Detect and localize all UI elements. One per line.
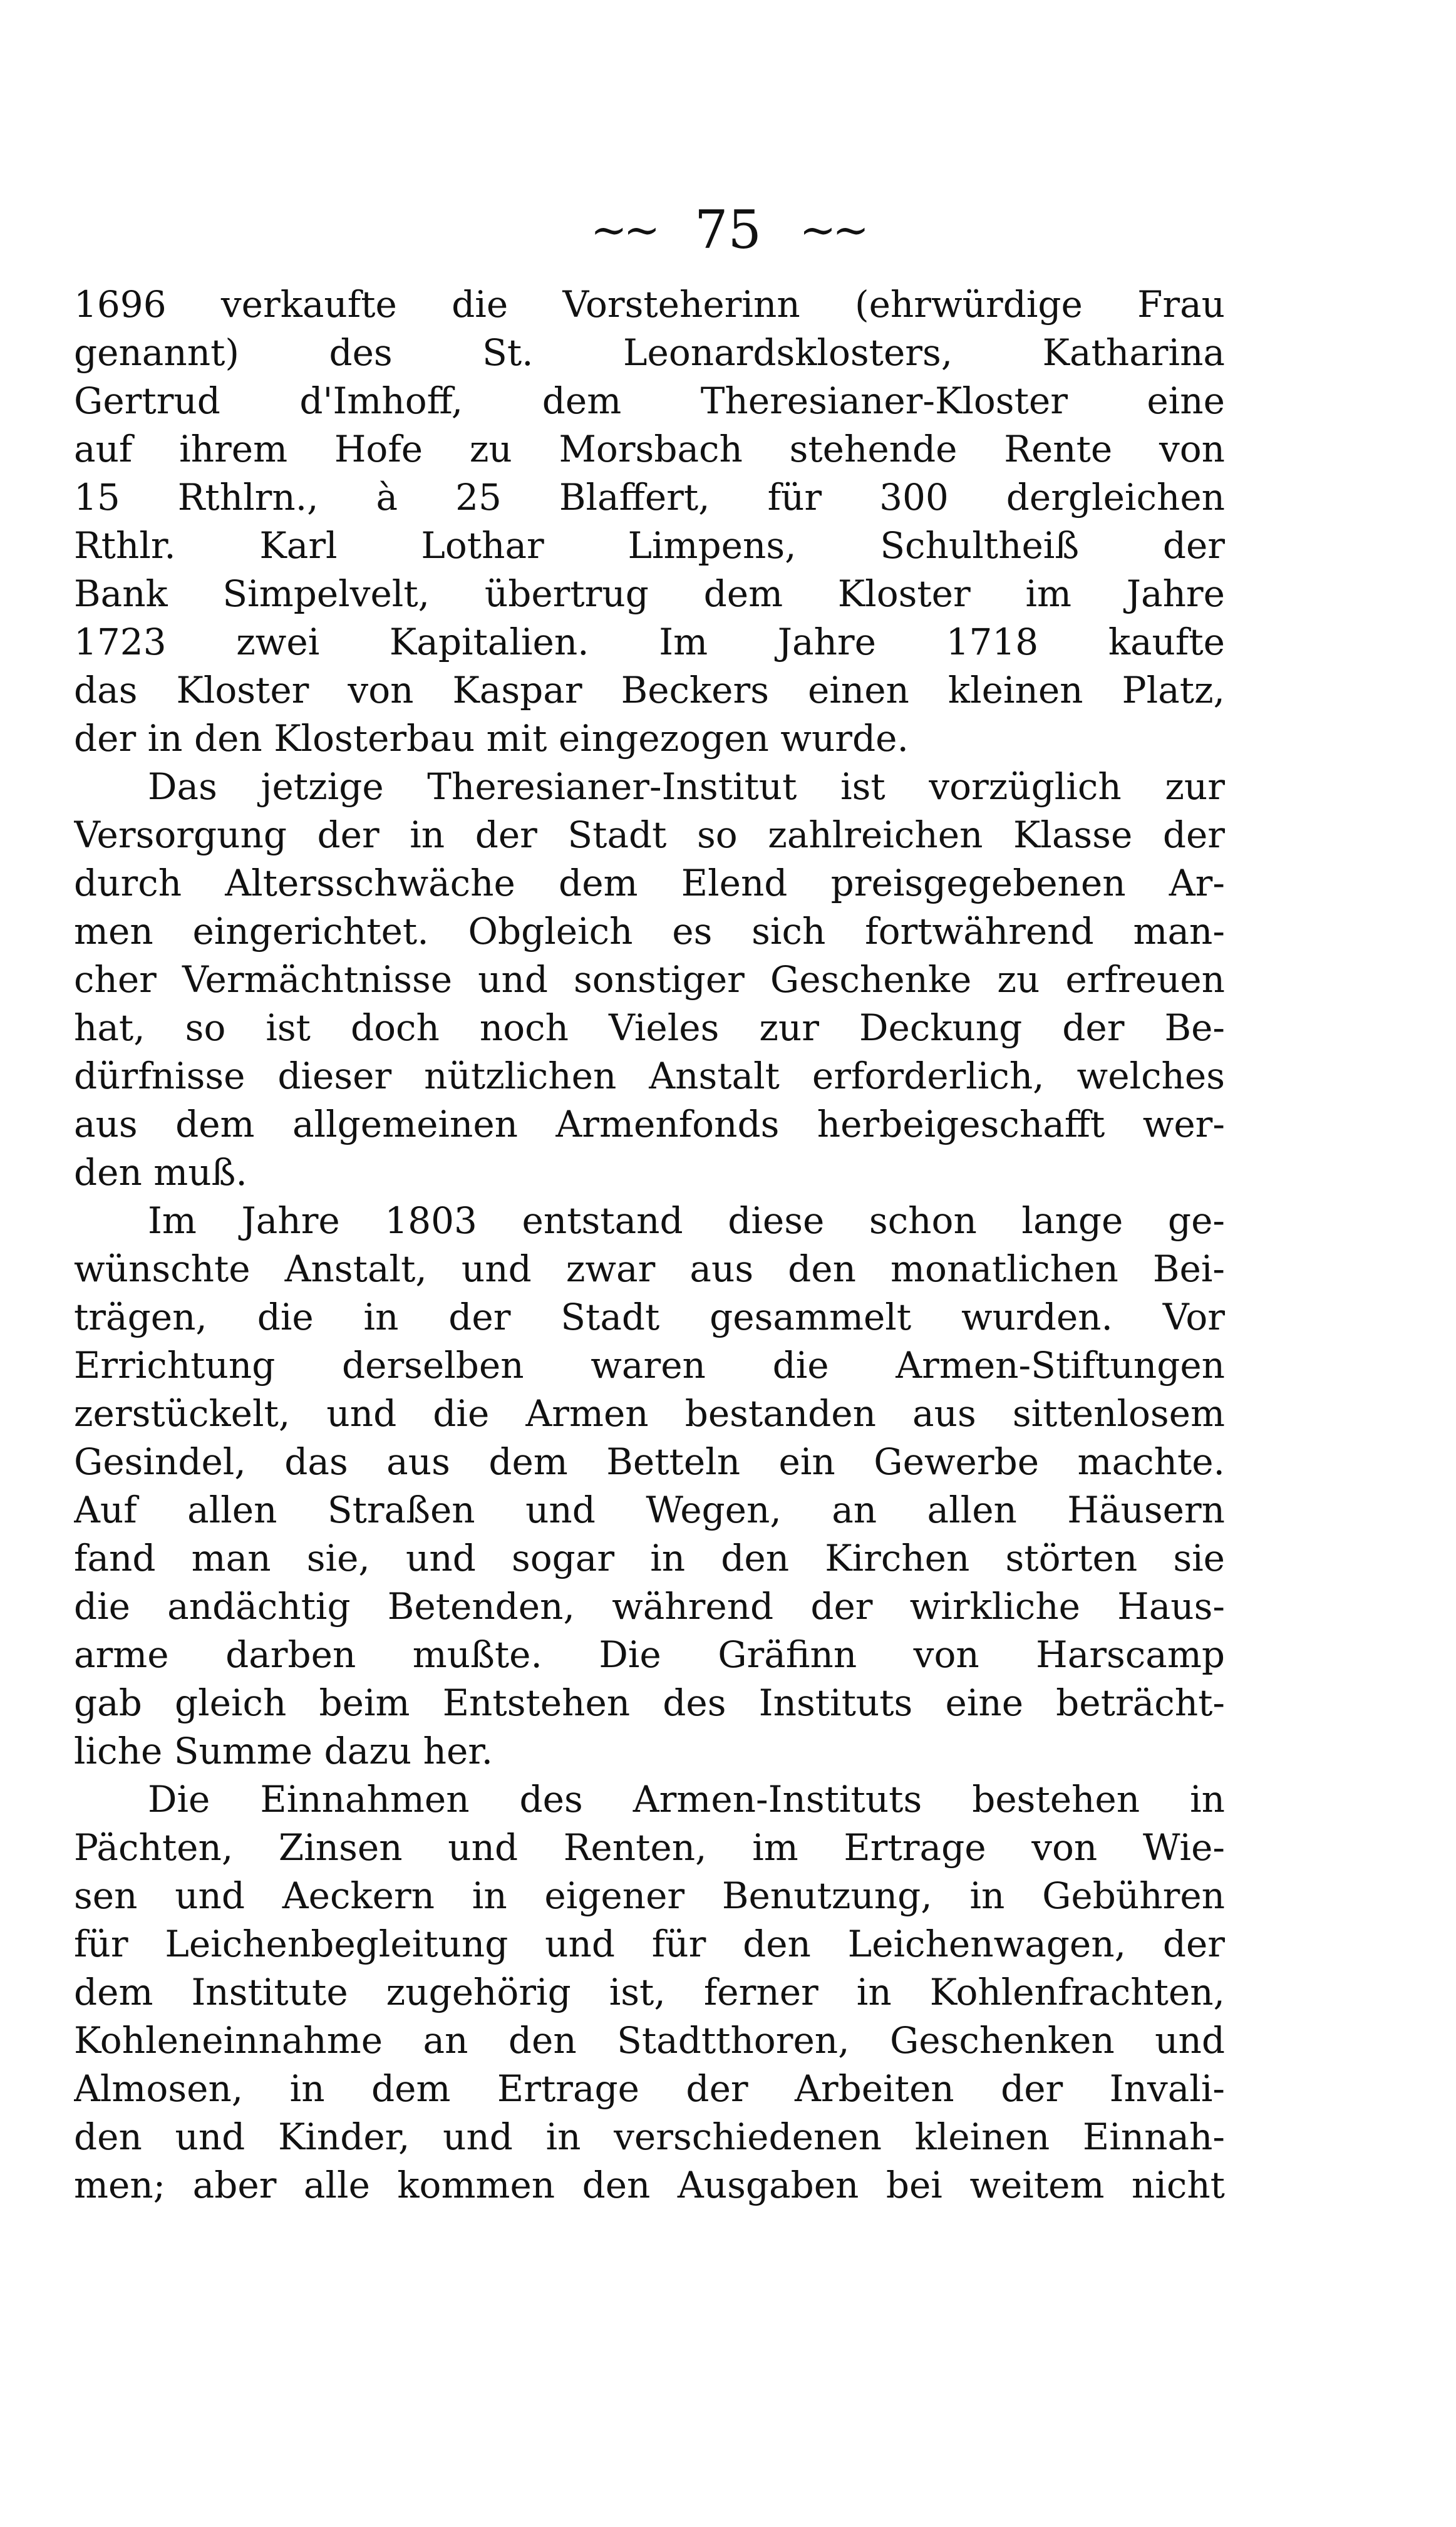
text-line: wünschte Anstalt, und zwar aus den monatlichen Bei- bbox=[74, 1248, 1225, 1290]
text-line: dem Institute zugehörig ist, ferner in Kohlenfrachten, bbox=[74, 1971, 1225, 2013]
text-line: men eingerichtet. Obgleich es sich fortwährend man- bbox=[74, 910, 1225, 953]
text-line: men; aber alle kommen den Ausgaben bei weitem nicht bbox=[74, 2164, 1225, 2206]
text-line: gab gleich beim Entstehen des Instituts eine beträcht- bbox=[74, 1682, 1225, 1724]
text-line: sen und Aeckern in eigener Benutzung, in Gebühren bbox=[74, 1874, 1225, 1917]
text-line: Gertrud d'Imhoff, dem Theresianer-Kloster eine bbox=[74, 380, 1225, 422]
text-line: den muß. bbox=[74, 1151, 247, 1194]
text-line: für Leichenbegleitung und für den Leichenwagen, der bbox=[74, 1923, 1225, 1965]
text-line: Almosen, in dem Ertrage der Arbeiten der Invali- bbox=[74, 2067, 1225, 2110]
text-line: 15 Rthlrn., à 25 Blaffert, für 300 dergleichen bbox=[74, 476, 1225, 519]
text-line: Gesindel, das aus dem Betteln ein Gewerbe machte. bbox=[74, 1440, 1225, 1483]
text-line: trägen, die in der Stadt gesammelt wurden. Vor bbox=[74, 1296, 1225, 1338]
text-line: Bank Simpelvelt, übertrug dem Kloster im Jahre bbox=[74, 572, 1225, 615]
text-line: zerstückelt, und die Armen bestanden aus sittenlosem bbox=[74, 1392, 1225, 1435]
text-line: Errichtung derselben waren die Armen-Stiftungen bbox=[74, 1344, 1225, 1387]
paragraph-start-line: Die Einnahmen des Armen-Instituts bestehen in bbox=[148, 1778, 1225, 1821]
text-line: durch Altersschwäche dem Elend preisgegebenen Ar- bbox=[74, 862, 1225, 904]
text-line: der in den Klosterbau mit eingezogen wurde. bbox=[74, 717, 909, 760]
text-line: Auf allen Straßen und Wegen, an allen Häusern bbox=[74, 1489, 1225, 1531]
paragraph-start-line: Im Jahre 1803 entstand diese schon lange ge- bbox=[148, 1199, 1225, 1242]
header-ornament-left: ~~ bbox=[591, 204, 657, 256]
text-line: fand man sie, und sogar in den Kirchen störten sie bbox=[74, 1537, 1225, 1579]
text-line: dürfnisse dieser nützlichen Anstalt erforderlich, welches bbox=[74, 1055, 1225, 1097]
text-line: den und Kinder, und in verschiedenen kleinen Einnah- bbox=[74, 2116, 1225, 2158]
text-line: hat, so ist doch noch Vieles zur Deckung der Be- bbox=[74, 1006, 1225, 1049]
body-text bbox=[74, 281, 1225, 2209]
text-line: 1723 zwei Kapitalien. Im Jahre 1718 kaufte bbox=[74, 621, 1225, 663]
text-line: arme darben mußte. Die Gräfinn von Harscamp bbox=[74, 1633, 1225, 1676]
text-line: liche Summe dazu her. bbox=[74, 1730, 493, 1772]
text-line: 1696 verkaufte die Vorsteherinn (ehrwürdige Frau bbox=[74, 283, 1225, 326]
text-line: die andächtig Betenden, während der wirkliche Haus- bbox=[74, 1585, 1225, 1628]
page-number: 75 bbox=[694, 199, 762, 261]
text-line: Pächten, Zinsen und Renten, im Ertrage von Wie- bbox=[74, 1826, 1225, 1869]
text-line: aus dem allgemeinen Armenfonds herbeigeschafft wer- bbox=[74, 1103, 1225, 1145]
text-line: cher Vermächtnisse und sonstiger Geschenke zu erfreuen bbox=[74, 958, 1225, 1001]
text-line: Rthlr. Karl Lothar Limpens, Schultheiß der bbox=[74, 524, 1225, 567]
page-header bbox=[0, 188, 1456, 267]
header-ornament-right: ~~ bbox=[799, 204, 865, 256]
text-line: das Kloster von Kaspar Beckers einen kleinen Platz, bbox=[74, 669, 1225, 711]
text-line: Versorgung der in der Stadt so zahlreichen Klasse der bbox=[74, 814, 1225, 856]
text-line: Kohleneinnahme an den Stadtthoren, Geschenken und bbox=[74, 2019, 1225, 2062]
text-line: auf ihrem Hofe zu Morsbach stehende Rente von bbox=[74, 428, 1225, 470]
paragraph-start-line: Das jetzige Theresianer-Institut ist vorzüglich zur bbox=[148, 765, 1225, 808]
text-line: genannt) des St. Leonardsklosters, Katharina bbox=[74, 331, 1225, 374]
